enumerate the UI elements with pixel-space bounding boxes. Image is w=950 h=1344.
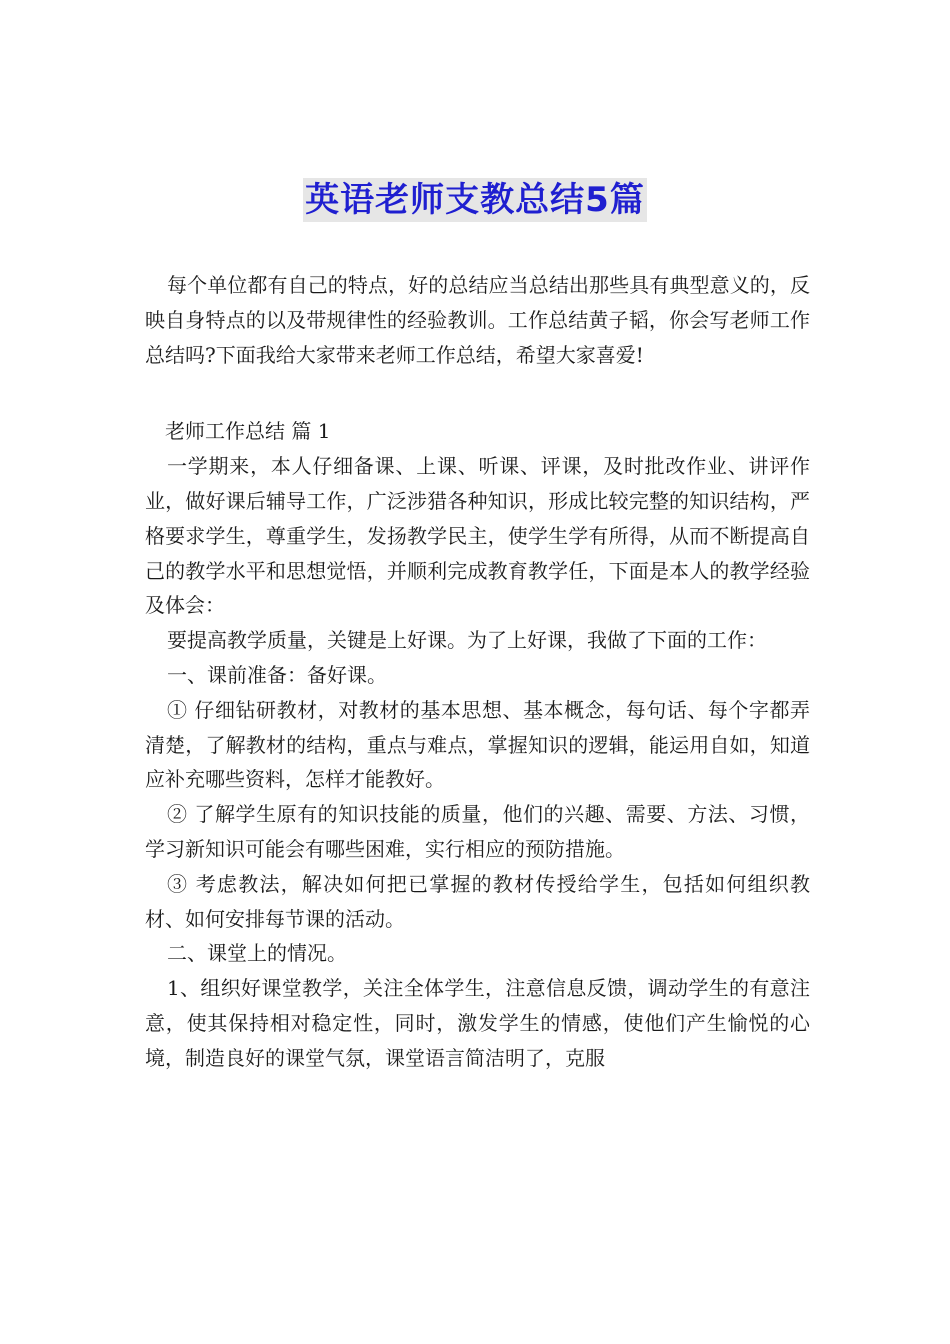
title-container — [0, 178, 950, 222]
section-heading: 老师工作总结 篇 1 — [165, 419, 331, 444]
body-paragraph: 1、组织好课堂教学，关注全体学生，注意信息反馈，调动学生的有意注意，使其保持相对稳定性，同时，激发学生的情感，使他们产生愉悦的心境，制造良好的课堂气氛，课堂语言简洁明了，克服 — [145, 976, 810, 1070]
body-paragraph: 二、课堂上的情况。 — [167, 941, 347, 966]
body-paragraph: ① 仔细钻研教材，对教材的基本思想、基本概念，每句话、每个字都弄清楚，了解教材的结构，重点与难点，掌握知识的逻辑，能运用自如，知道应补充哪些资料，怎样才能教好。 — [145, 697, 810, 792]
body-paragraph: 要提高教学质量，关键是上好课。为了上好课，我做了下面的工作： — [167, 628, 767, 653]
body-paragraph: 一、课前准备：备好课。 — [167, 662, 387, 687]
intro-paragraph: 每个单位都有自己的特点，好的总结应当总结出那些具有典型意义的，反映自身特点的以及带规律性的经验教训。工作总结黄子韬，你会写老师工作总结吗?下面我给大家带来老师工作总结，希望大家喜爱! — [145, 273, 810, 367]
body-paragraph: ③ 考虑教法，解决如何把已掌握的教材传授给学生，包括如何组织教材、如何安排每节课的活动。 — [145, 871, 810, 931]
body-paragraph: 一学期来，本人仔细备课、上课、听课、评课，及时批改作业、讲评作业，做好课后辅导工作，广泛涉猎各种知识，形成比较完整的知识结构，严格要求学生，尊重学生，发扬教学民主，使学生学有所得，从而不断提高自己的教学水平和思想觉悟，并顺利完成教育教学任，下面是本人的教学经验及体会： — [145, 454, 810, 618]
document-body — [145, 268, 810, 1076]
document-title: 英语老师支教总结5篇 — [305, 180, 645, 220]
body-paragraph: ② 了解学生原有的知识技能的质量，他们的兴趣、需要、方法、习惯，学习新知识可能会有哪些困难，实行相应的预防措施。 — [145, 802, 810, 861]
